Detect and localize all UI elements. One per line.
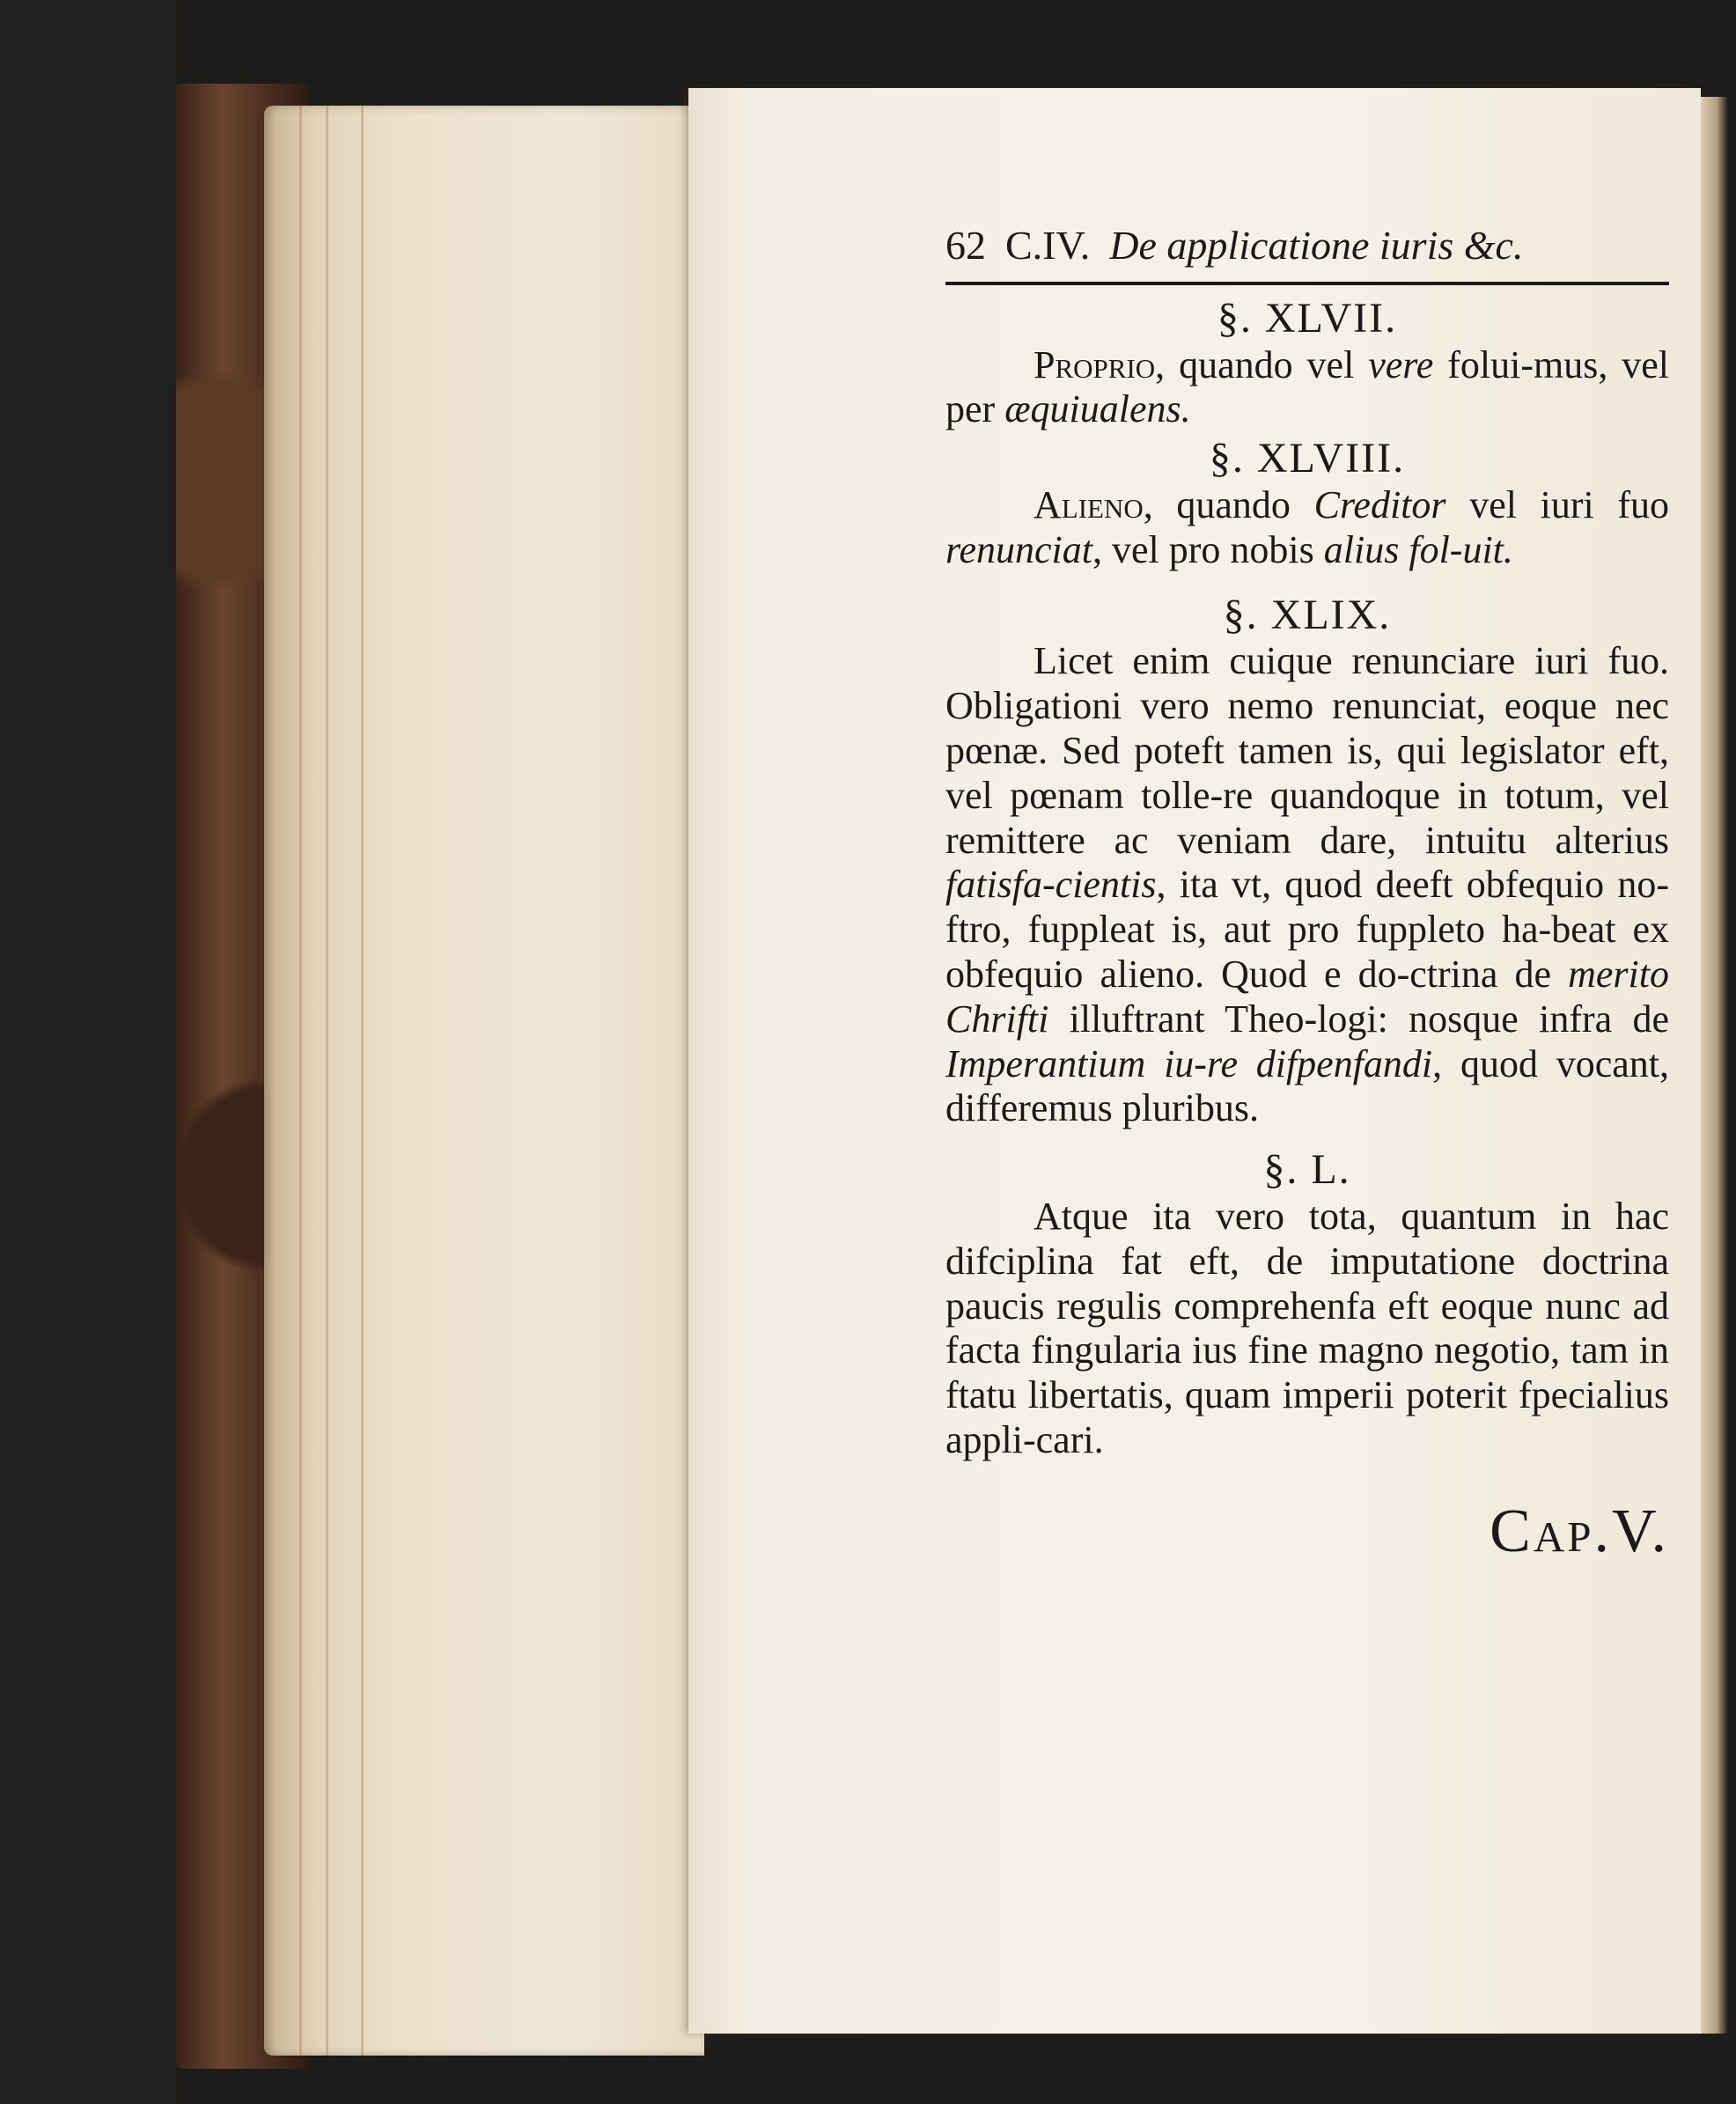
paragraph-47: Proprio, quando vel vere folui-mus, vel per æquiualens. xyxy=(945,342,1669,431)
section-heading-48: §. XLVIII. xyxy=(1209,435,1406,482)
page-edge xyxy=(299,106,302,2056)
section-heading-49: §. XLIX. xyxy=(1223,591,1392,638)
page-edge xyxy=(361,106,364,2056)
page-edge xyxy=(326,106,328,2056)
lead-word: Proprio xyxy=(1034,342,1156,386)
paragraph-49: Licet enim cuique renunciare iuri fuo. Obligationi vero nemo renunciat, eoque nec pœnæ. Sed poteft tamen is, qui legislator eft, vel pœnam tolle-re quandoque in totum, vel remittere ac veniam dare, intuitu alterius fatisfa-cientis, ita vt, quod deeft obfequio no-ftro, fuppleat is, aut pro fuppleto ha-beat ex obfequio alieno. Quod e do-ctrina de merito Chrifti illuftrant Theo-logi: nosque infra de Imperantium iu-re difpenfandi, quod vocant, differemus pluribus. xyxy=(945,639,1669,1130)
head-rule xyxy=(945,282,1669,285)
left-page-stack xyxy=(264,106,704,2056)
text-block xyxy=(945,222,1669,1568)
paragraph-48: Alieno, quando Creditor vel iuri fuo renunciat, vel pro nobis alius fol-uit. xyxy=(945,482,1670,571)
paragraph-50: Atque ita vero tota, quantum in hac difciplina fat eft, de imputatione doctrina paucis regulis comprehenfa eft eoque nunc ad facta fingularia ius fine magno negotio, tam in ftatu libertatis, quam imperii poterit fpecialius appli-cari. xyxy=(945,1194,1669,1461)
page-number: 62 xyxy=(945,223,986,268)
running-head xyxy=(945,222,1669,271)
chapter-label: C.IV. xyxy=(1005,223,1091,268)
section-heading-50: §. L. xyxy=(1263,1146,1351,1194)
lead-word: Alieno xyxy=(1034,482,1144,526)
running-title: De applicatione iuris &c. xyxy=(1109,223,1524,268)
page-fore-edge xyxy=(1701,97,1727,2034)
catchword: Cap.V. xyxy=(1490,1497,1669,1565)
section-heading-47: §. XLVII. xyxy=(1217,295,1398,342)
dark-background xyxy=(0,0,176,2104)
